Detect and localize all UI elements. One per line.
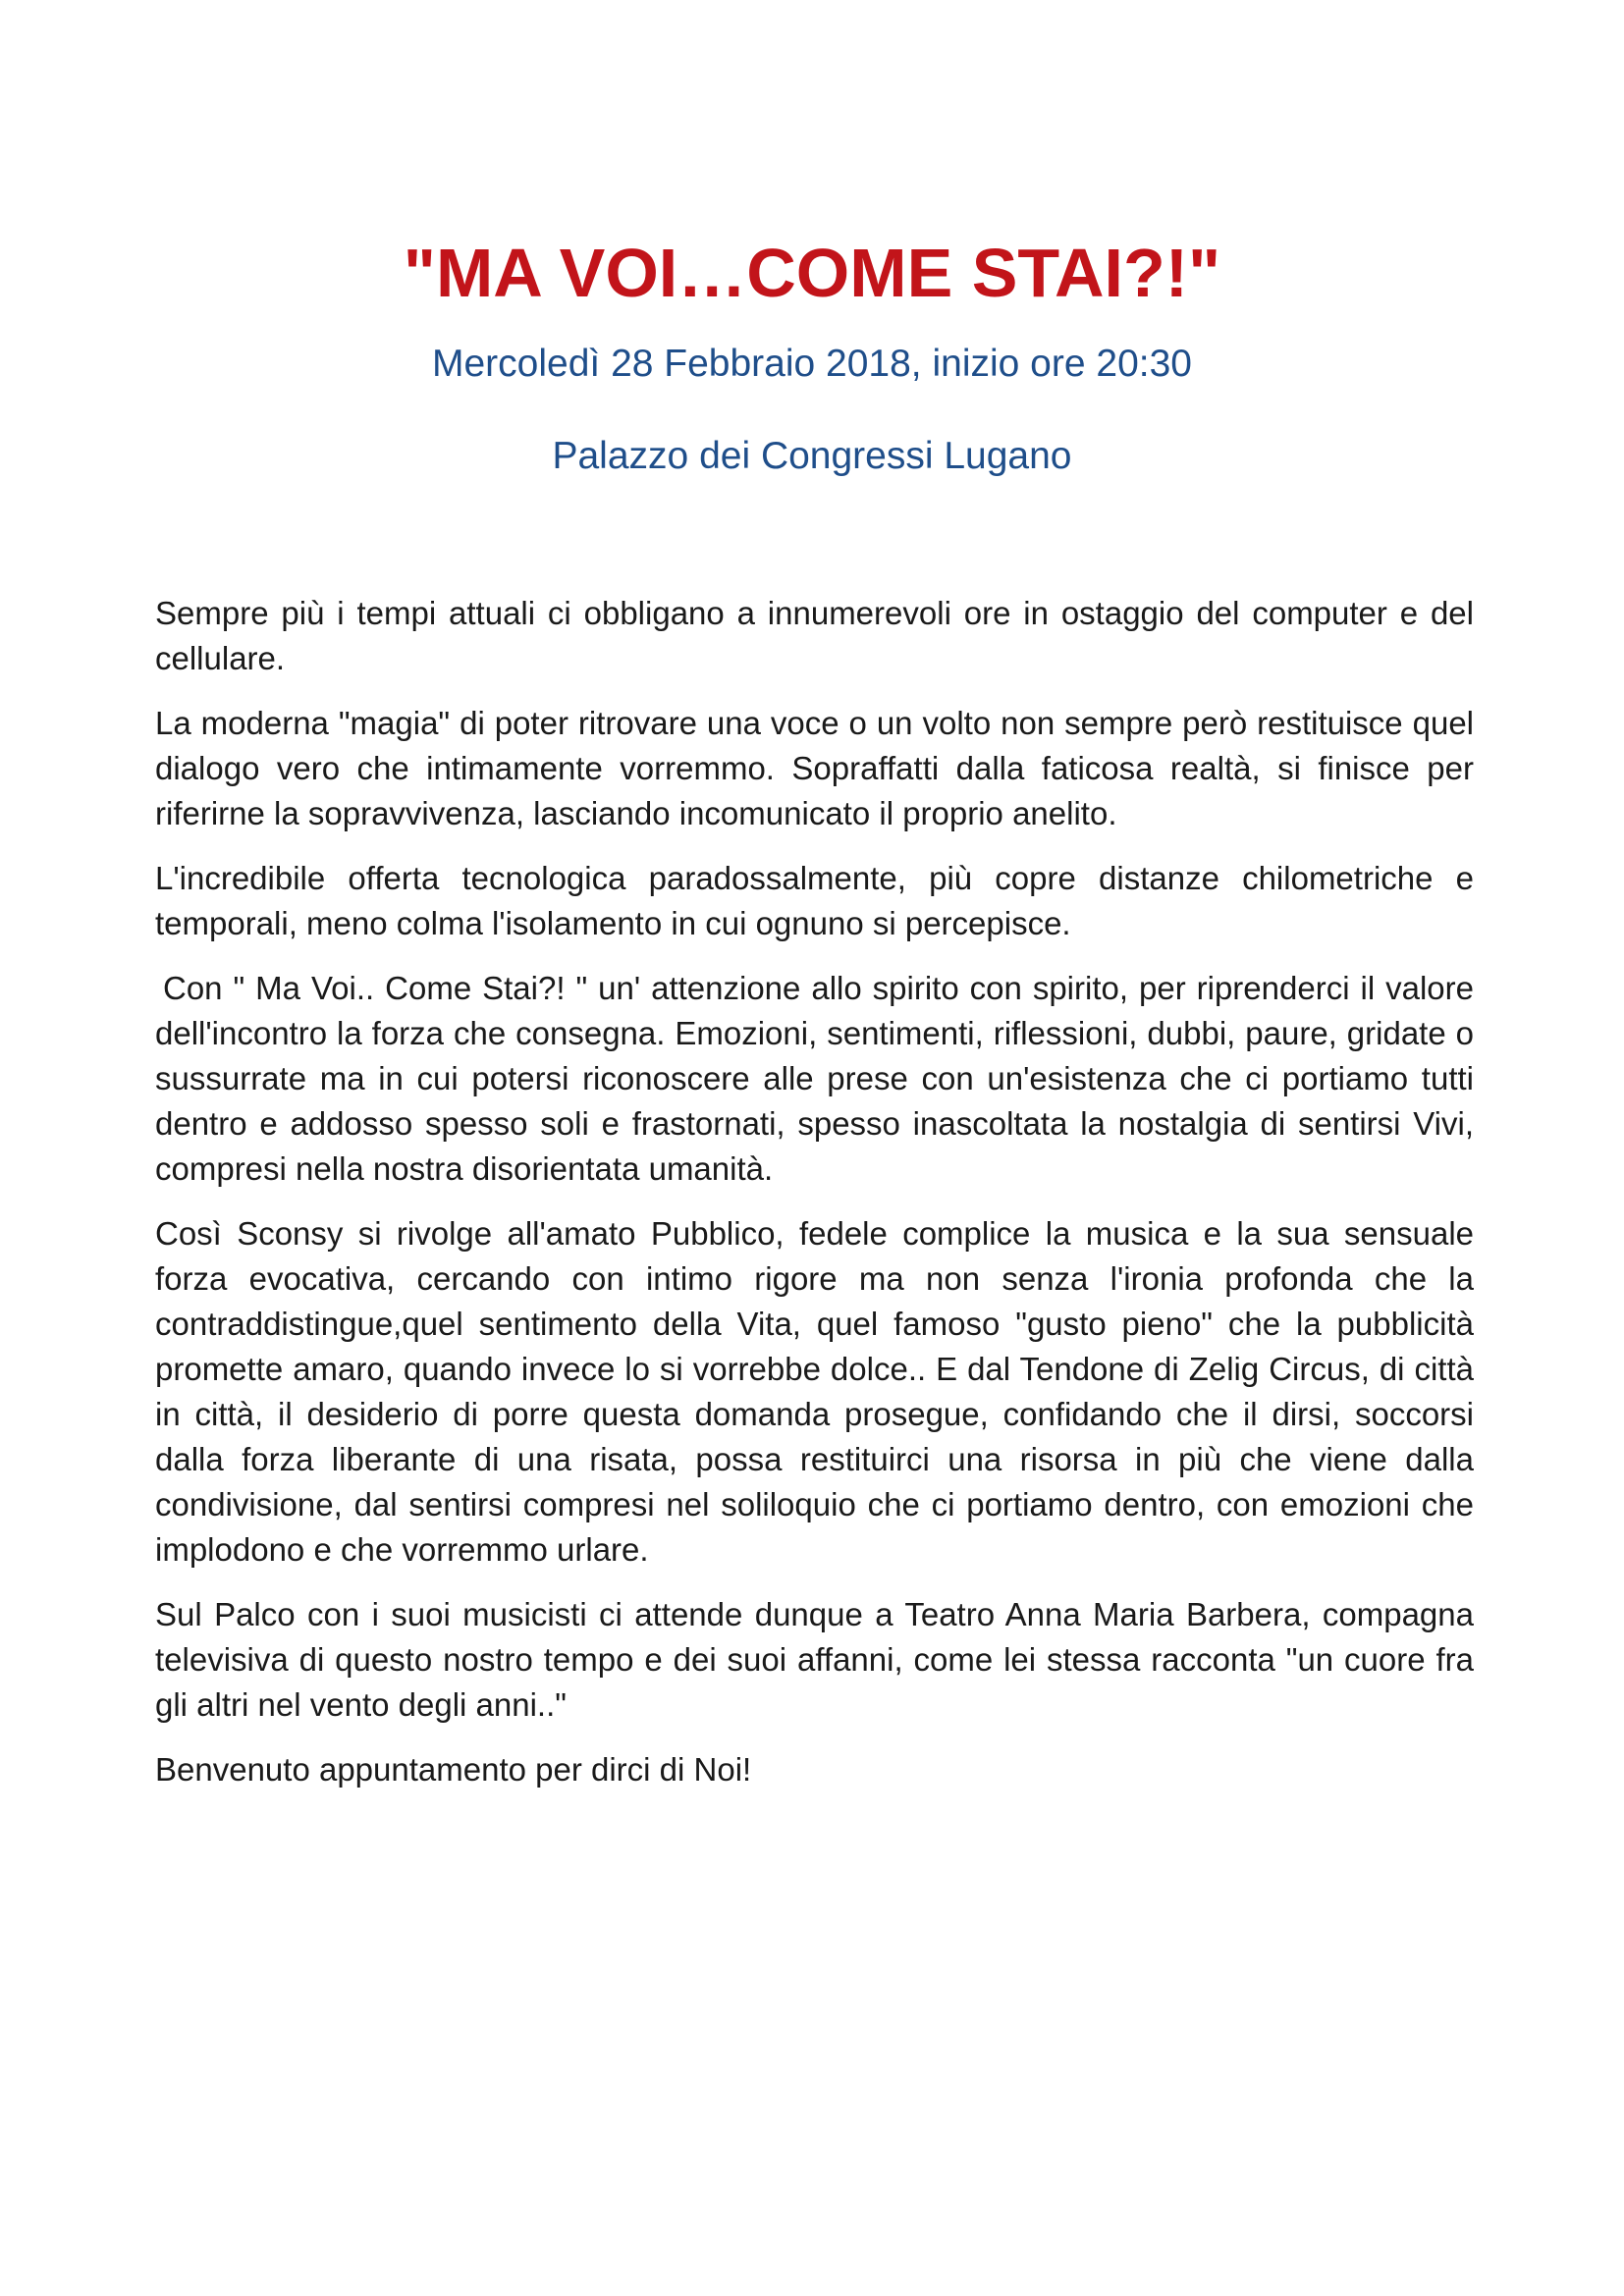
- event-venue: Palazzo dei Congressi Lugano: [552, 435, 1072, 477]
- paragraph-7: Benvenuto appuntamento per dirci di Noi!: [155, 1751, 752, 1788]
- paragraph-6: Sul Palco con i suoi musicisti ci attende dunque a Teatro Anna Maria Barbera, compagna televisiva di questo nostro tempo e dei suoi affanni, come lei stessa racconta "un cuore fra gli altri nel vento degli anni..": [155, 1596, 1474, 1723]
- event-date: Mercoledì 28 Febbraio 2018, inizio ore 20:30: [432, 343, 1192, 385]
- paragraph-5: Così Sconsy si rivolge all'amato Pubblico, fedele complice la musica e la sua sensuale forza evocativa, cercando con intimo rigore ma non senza l'ironia profonda che la contraddistingue,quel sentimento della Vita, quel famoso "gusto pieno" che la pubblicità promette amaro, quando invece lo si vorrebbe dolce.. E dal Tendone di Zelig Circus, di città in città, il desiderio di porre questa domanda prosegue, confidando che il dirsi, soccorsi dalla forza liberante di una risata, possa restituirci una risorsa in più che viene dalla condivisione, dal sentirsi compresi nel soliloquio che ci portiamo dentro, con emozioni che implodono e che vorremmo urlare.: [155, 1215, 1474, 1568]
- event-title: "MA VOI…COME STAI?!": [403, 235, 1221, 311]
- paragraph-4: Con " Ma Voi.. Come Stai?! " un' attenzione allo spirito con spirito, per riprenderci il valore dell'incontro la forza che consegna. Emozioni, sentimenti, riflessioni, dubbi, paure, gridate o sussurrate ma in cui potersi riconoscere alle prese con un'esistenza che ci portiamo tutti dentro e addosso spesso soli e frastornati, spesso inascoltata la nostalgia di sentirsi Vivi, compresi nella nostra disorientata umanità.: [155, 970, 1474, 1187]
- paragraph-2: La moderna "magia" di poter ritrovare una voce o un volto non sempre però restituisce quel dialogo vero che intimamente vorremmo. Sopraffatti dalla faticosa realtà, si finisce per riferirne la sopravvivenza, lasciando incomunicato il proprio anelito.: [155, 705, 1474, 831]
- document-body: [155, 591, 1474, 1812]
- paragraph-3: L'incredibile offerta tecnologica paradossalmente, più copre distanze chilometriche e temporali, meno colma l'isolamento in cui ognuno si percepisce.: [155, 860, 1474, 941]
- paragraph-1: Sempre più i tempi attuali ci obbligano a innumerevoli ore in ostaggio del computer e del cellulare.: [155, 595, 1474, 676]
